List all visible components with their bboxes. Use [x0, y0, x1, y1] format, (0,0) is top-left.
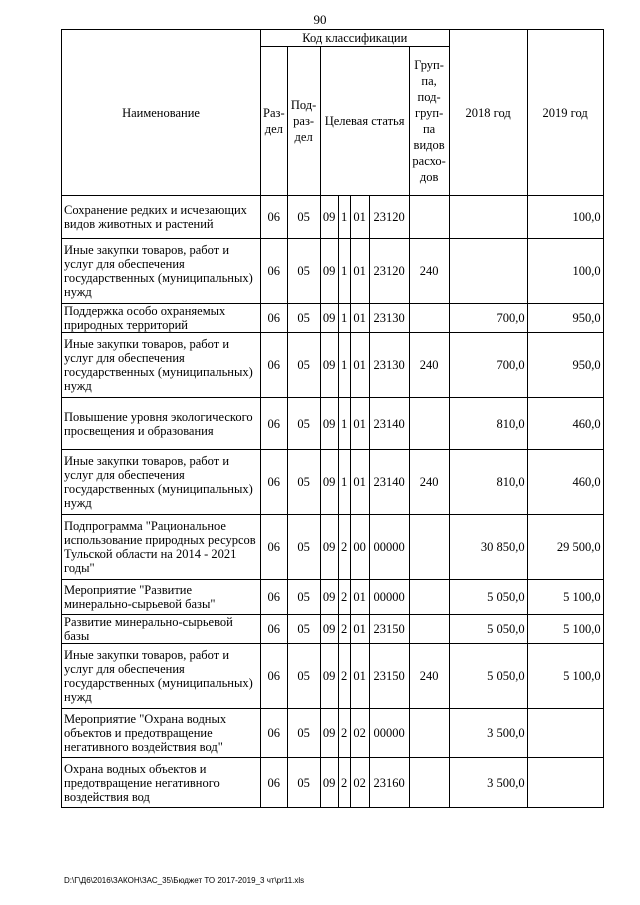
header-year-2018: 2018 год [449, 30, 527, 196]
header-subsection: Под- раз- дел [287, 47, 320, 196]
page-number: 90 [313, 12, 327, 27]
row-section: 06 [261, 515, 288, 580]
row-target-subprogram: 2 [338, 515, 350, 580]
row-target-subprogram: 1 [338, 450, 350, 515]
row-target-direction: 23120 [369, 239, 409, 304]
row-target-event: 01 [350, 398, 369, 450]
row-target-direction: 23130 [369, 304, 409, 333]
row-target-subprogram: 2 [338, 644, 350, 709]
row-target-event: 01 [350, 615, 369, 644]
row-target-direction: 23130 [369, 333, 409, 398]
row-target-program: 09 [320, 515, 338, 580]
row-target-event: 01 [350, 580, 369, 615]
row-target-event: 01 [350, 239, 369, 304]
row-name: Иные закупки товаров, работ и услуг для обеспечения государственных (муниципальных) нужд [62, 644, 261, 709]
row-subsection: 05 [287, 709, 320, 758]
row-section: 06 [261, 398, 288, 450]
table-row [62, 398, 604, 450]
row-subsection: 05 [287, 196, 320, 239]
row-section: 06 [261, 580, 288, 615]
row-name: Повышение уровня экологического просвещения и образования [62, 398, 261, 450]
row-target-direction: 23140 [369, 398, 409, 450]
row-target-direction: 00000 [369, 580, 409, 615]
row-section: 06 [261, 758, 288, 808]
row-amount-2018: 810,0 [449, 450, 527, 515]
row-subsection: 05 [287, 758, 320, 808]
table-row [62, 709, 604, 758]
row-target-event: 01 [350, 644, 369, 709]
row-target-event: 00 [350, 515, 369, 580]
row-amount-2018: 5 050,0 [449, 580, 527, 615]
row-name: Поддержка особо охраняемых природных территорий [62, 304, 261, 333]
row-subsection: 05 [287, 615, 320, 644]
row-target-subprogram: 2 [338, 580, 350, 615]
row-name: Иные закупки товаров, работ и услуг для обеспечения государственных (муниципальных) нужд [62, 239, 261, 304]
row-amount-2018: 5 050,0 [449, 615, 527, 644]
row-target-program: 09 [320, 304, 338, 333]
row-subsection: 05 [287, 333, 320, 398]
row-expense-group [409, 615, 449, 644]
row-amount-2018 [449, 239, 527, 304]
row-section: 06 [261, 333, 288, 398]
row-amount-2019: 460,0 [527, 398, 603, 450]
row-target-program: 09 [320, 333, 338, 398]
row-target-event: 01 [350, 450, 369, 515]
row-amount-2019: 5 100,0 [527, 615, 603, 644]
row-target-program: 09 [320, 615, 338, 644]
row-target-direction: 00000 [369, 515, 409, 580]
row-target-subprogram: 1 [338, 196, 350, 239]
row-target-event: 01 [350, 304, 369, 333]
row-target-subprogram: 2 [338, 758, 350, 808]
row-target-direction: 23140 [369, 450, 409, 515]
row-amount-2019: 29 500,0 [527, 515, 603, 580]
row-target-subprogram: 1 [338, 398, 350, 450]
row-expense-group [409, 515, 449, 580]
row-section: 06 [261, 644, 288, 709]
row-target-subprogram: 1 [338, 239, 350, 304]
row-name: Сохранение редких и исчезающих видов животных и растений [62, 196, 261, 239]
row-amount-2019: 950,0 [527, 333, 603, 398]
row-name: Мероприятие "Охрана водных объектов и предотвращение негативного воздействия вод" [62, 709, 261, 758]
row-amount-2018: 30 850,0 [449, 515, 527, 580]
row-target-program: 09 [320, 398, 338, 450]
row-target-program: 09 [320, 758, 338, 808]
row-name: Подпрограмма "Рациональное использование природных ресурсов Тульской области на 2014 - 2021 годы" [62, 515, 261, 580]
row-expense-group [409, 304, 449, 333]
row-target-subprogram: 1 [338, 304, 350, 333]
row-amount-2019: 5 100,0 [527, 580, 603, 615]
row-target-direction: 23160 [369, 758, 409, 808]
row-amount-2019: 5 100,0 [527, 644, 603, 709]
row-amount-2018: 3 500,0 [449, 758, 527, 808]
row-amount-2019: 950,0 [527, 304, 603, 333]
row-expense-group [409, 758, 449, 808]
row-amount-2018: 810,0 [449, 398, 527, 450]
table-row [62, 515, 604, 580]
row-target-direction: 23150 [369, 644, 409, 709]
row-section: 06 [261, 709, 288, 758]
row-section: 06 [261, 196, 288, 239]
table-row [62, 758, 604, 808]
row-subsection: 05 [287, 580, 320, 615]
table-body [62, 196, 604, 808]
row-expense-group: 240 [409, 644, 449, 709]
row-target-event: 01 [350, 333, 369, 398]
row-target-direction: 23120 [369, 196, 409, 239]
row-expense-group [409, 196, 449, 239]
row-expense-group [409, 709, 449, 758]
table-row [62, 644, 604, 709]
header-name: Наименование [62, 30, 261, 196]
row-section: 06 [261, 615, 288, 644]
row-subsection: 05 [287, 450, 320, 515]
row-amount-2018: 5 050,0 [449, 644, 527, 709]
row-name: Иные закупки товаров, работ и услуг для обеспечения государственных (муниципальных) нужд [62, 333, 261, 398]
row-target-program: 09 [320, 709, 338, 758]
row-amount-2019: 460,0 [527, 450, 603, 515]
budget-table [61, 29, 604, 808]
header-target-article: Целевая статья [320, 47, 409, 196]
table-row [62, 196, 604, 239]
row-subsection: 05 [287, 239, 320, 304]
row-target-program: 09 [320, 196, 338, 239]
row-amount-2019: 100,0 [527, 239, 603, 304]
row-expense-group [409, 580, 449, 615]
row-amount-2019 [527, 709, 603, 758]
row-section: 06 [261, 450, 288, 515]
row-expense-group: 240 [409, 239, 449, 304]
row-amount-2018: 700,0 [449, 304, 527, 333]
row-name: Охрана водных объектов и предотвращение негативного воздействия вод [62, 758, 261, 808]
row-target-program: 09 [320, 580, 338, 615]
row-amount-2019: 100,0 [527, 196, 603, 239]
row-name: Иные закупки товаров, работ и услуг для обеспечения государственных (муниципальных) нужд [62, 450, 261, 515]
header-code-group: Код классификации [261, 30, 450, 47]
row-target-event: 02 [350, 709, 369, 758]
row-amount-2019 [527, 758, 603, 808]
row-target-event: 02 [350, 758, 369, 808]
row-expense-group: 240 [409, 333, 449, 398]
row-target-event: 01 [350, 196, 369, 239]
row-subsection: 05 [287, 398, 320, 450]
row-section: 06 [261, 239, 288, 304]
row-target-direction: 23150 [369, 615, 409, 644]
table-row [62, 304, 604, 333]
row-target-program: 09 [320, 644, 338, 709]
row-expense-group: 240 [409, 450, 449, 515]
row-target-subprogram: 1 [338, 333, 350, 398]
row-name: Мероприятие "Развитие минерально-сырьевой базы" [62, 580, 261, 615]
row-subsection: 05 [287, 304, 320, 333]
table-row [62, 239, 604, 304]
row-amount-2018: 3 500,0 [449, 709, 527, 758]
table-row [62, 333, 604, 398]
table-row [62, 450, 604, 515]
row-target-program: 09 [320, 450, 338, 515]
row-name: Развитие минерально-сырьевой базы [62, 615, 261, 644]
header-year-2019: 2019 год [527, 30, 603, 196]
row-amount-2018: 700,0 [449, 333, 527, 398]
file-path-footer: D:\Г\Д6\2016\ЗАКОН\ЗАС_35\Бюджет ТО 2017-2019_3 чт\pr11.xls [64, 876, 305, 885]
row-section: 06 [261, 304, 288, 333]
row-target-program: 09 [320, 239, 338, 304]
row-target-subprogram: 2 [338, 615, 350, 644]
row-target-subprogram: 2 [338, 709, 350, 758]
header-expense-group: Груп- па, под- груп- па видов расхо- дов [409, 47, 449, 196]
table-row [62, 580, 604, 615]
row-amount-2018 [449, 196, 527, 239]
row-subsection: 05 [287, 644, 320, 709]
table-row [62, 615, 604, 644]
row-target-direction: 00000 [369, 709, 409, 758]
row-expense-group [409, 398, 449, 450]
header-section: Раз- дел [261, 47, 288, 196]
row-subsection: 05 [287, 515, 320, 580]
